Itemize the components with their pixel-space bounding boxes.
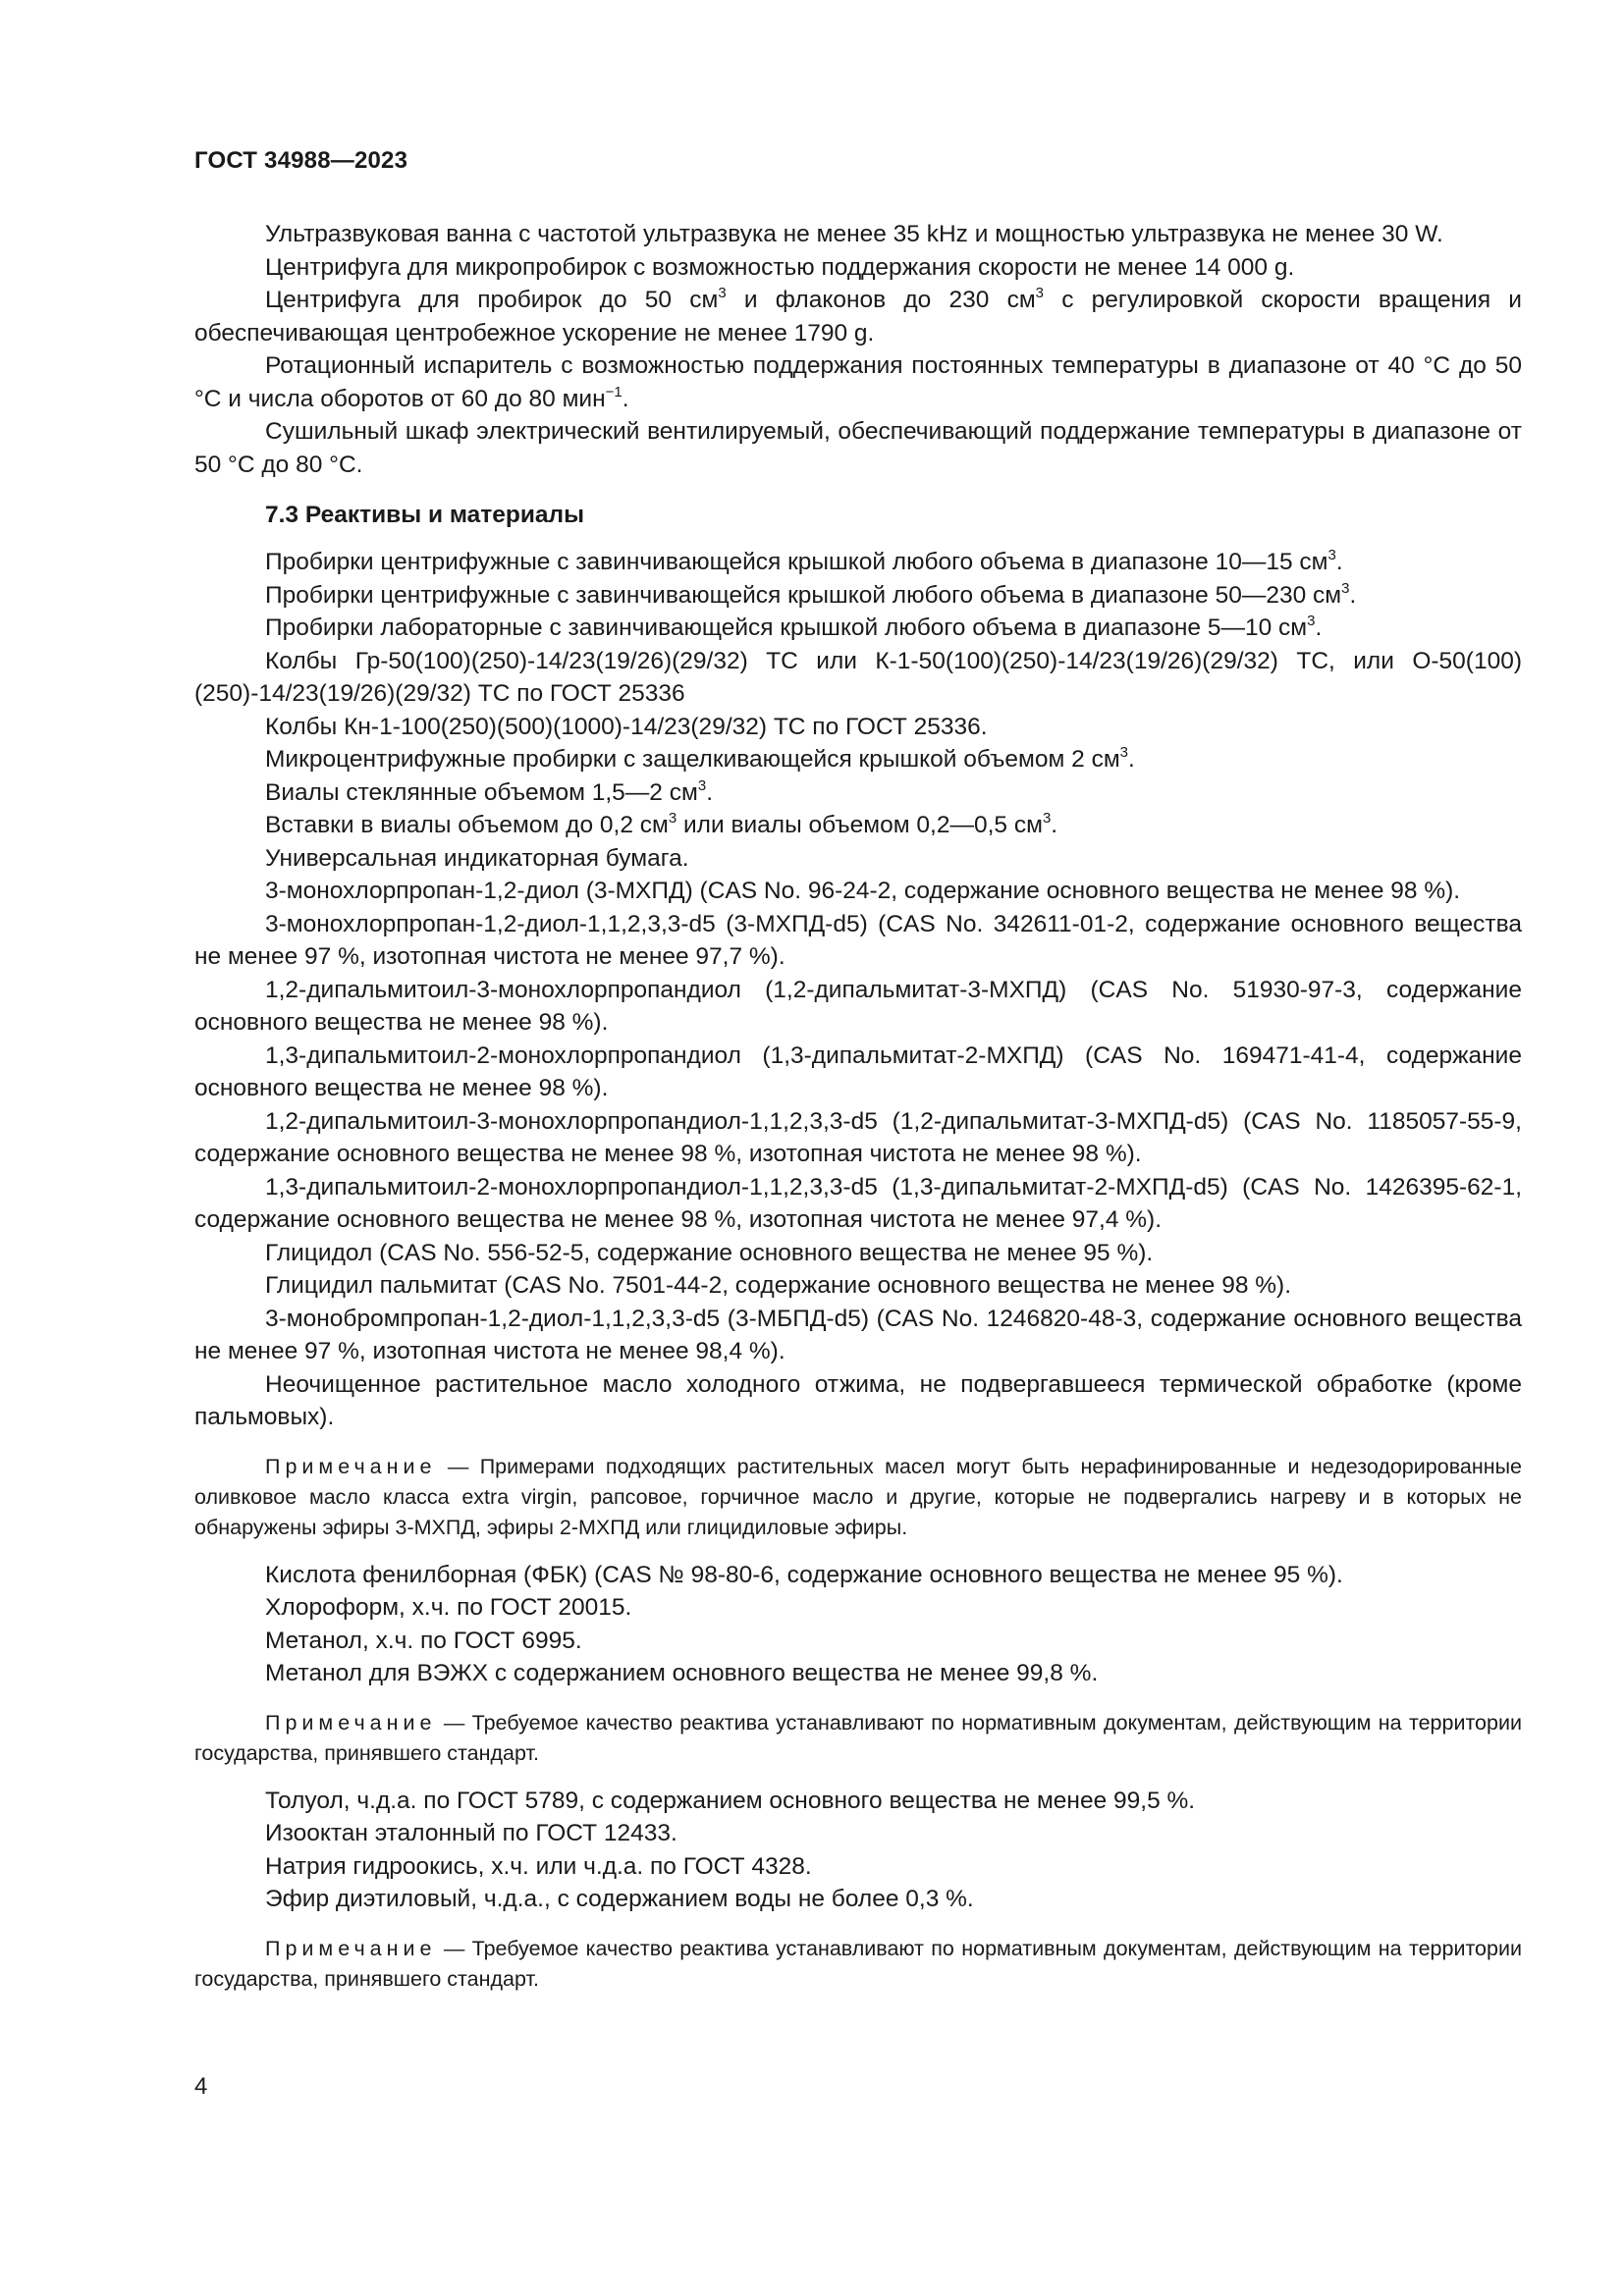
text-fragment: Ротационный испаритель с возможностью поддержания постоянных температуры в диапазоне от 40 °С до 50 °С и числа оборотов от 60 до 80 мин (194, 352, 1522, 412)
reagents-list (194, 546, 1522, 1434)
text-fragment: Ультразвуковая ванна с частотой ультразвука не менее 35 kHz и мощностью ультразвука не менее 30 W. (265, 221, 1443, 247)
text-fragment: Колбы Кн-1-100(250)(500)(1000)-14/23(29/32) ТС по ГОСТ 25336. (265, 713, 988, 740)
text-fragment: 1,3-дипальмитоил-2-монохлорпропандиол-1,1,2,3,3-d5 (1,3-дипальмитат-2-МХПД-d5) (CAS No. 1426395-62-1, содержание основного вещества не менее 98 %, изотопная чистота не менее 97,4 %). (194, 1173, 1522, 1233)
note-text: — Требуемое качество реактива устанавливают по нормативным документам, действующим на территории государства, принявшего стандарт. (194, 1710, 1522, 1765)
text-fragment: Центрифуга для микропробирок с возможностью поддержания скорости не менее 14 000 g. (265, 253, 1295, 281)
note-1 (194, 1452, 1522, 1543)
text-fragment: Кислота фенилборная (ФБК) (CAS № 98-80-6, содержание основного вещества не менее 95 %). (265, 1561, 1343, 1588)
note-3 (194, 1934, 1522, 1995)
list-item (194, 875, 1522, 908)
text-fragment: и флаконов до 230 см (726, 287, 1036, 313)
list-item (194, 1883, 1522, 1916)
list-item (194, 1850, 1522, 1884)
text-fragment: 3-монобромпропан-1,2-диол-1,1,2,3,3-d5 (3-МБПД-d5) (CAS No. 1246820-48-3, содержание основного вещества не менее 97 %, изотопная чистота не менее 98,4 %). (194, 1305, 1522, 1364)
text-fragment: . (622, 385, 629, 412)
text-fragment: . (1335, 549, 1343, 575)
note-label: Примечание (265, 1710, 437, 1735)
text-fragment: Метанол, х.ч. по ГОСТ 6995. (265, 1627, 582, 1654)
text-fragment: Колбы Гр-50(100)(250)-14/23(19/26)(29/32) ТС или К-1-50(100)(250)-14/23(19/26)(29/32) ТС, или О-50(100)(250)-14/23(19/26)(29/32) ТС по ГОСТ 25336 (194, 647, 1522, 707)
text-fragment: Эфир диэтиловый, ч.д.а., с содержанием воды не более 0,3 %. (265, 1886, 974, 1912)
text-fragment: Универсальная индикаторная бумага. (265, 844, 689, 872)
text-fragment: Натрия гидроокись, х.ч. или ч.д.а. по ГОСТ 4328. (265, 1852, 812, 1880)
list-item (194, 1303, 1522, 1368)
list-item (194, 743, 1522, 776)
text-fragment: . (1315, 614, 1323, 641)
text-fragment: . (1349, 581, 1357, 609)
superscript: 3 (1341, 579, 1350, 597)
list-item (194, 974, 1522, 1040)
reagents-list-3 (194, 1785, 1522, 1916)
text-fragment: или виалы объемом 0,2—0,5 см (677, 812, 1043, 838)
text-fragment: Пробирки центрифужные с завинчивающейся крышкой любого объема в диапазоне 10—15 см (265, 549, 1328, 575)
list-item (194, 1625, 1522, 1658)
list-item (194, 1368, 1522, 1434)
text-fragment: . (1128, 746, 1135, 773)
list-item (194, 776, 1522, 810)
text-fragment: Изооктан эталонный по ГОСТ 12433. (265, 1820, 677, 1846)
text-fragment: Метанол для ВЭЖХ с содержанием основного вещества не менее 99,8 %. (265, 1660, 1099, 1686)
list-item (194, 1237, 1522, 1270)
list-item (194, 1657, 1522, 1690)
list-item (194, 711, 1522, 744)
list-item (194, 579, 1522, 613)
note-2 (194, 1708, 1522, 1769)
list-item (194, 218, 1522, 251)
text-fragment: 3-монохлорпропан-1,2-диол-1,1,2,3,3-d5 (3-МХПД-d5) (CAS No. 342611-01-2, содержание основного вещества не менее 97 %, изотопная чистота не менее 97,7 %). (194, 910, 1522, 970)
list-item (194, 1171, 1522, 1237)
text-fragment: Толуол, ч.д.а. по ГОСТ 5789, с содержанием основного вещества не менее 99,5 %. (265, 1787, 1196, 1814)
list-item (194, 1591, 1522, 1625)
note-label: Примечание (265, 1454, 437, 1478)
text-fragment: Пробирки лабораторные с завинчивающейся крышкой любого объема в диапазоне 5—10 см (265, 614, 1308, 641)
reagents-list-2 (194, 1559, 1522, 1690)
text-fragment: Хлороформ, х.ч. по ГОСТ 20015. (265, 1594, 632, 1621)
list-item (194, 1105, 1522, 1171)
superscript: 3 (1035, 285, 1045, 301)
section-title: 7.3 Реактивы и материалы (265, 502, 585, 528)
text-fragment: 3-монохлорпропан-1,2-диол (3-МХПД) (CAS No. 96-24-2, содержание основного вещества не менее 98 %). (265, 878, 1461, 904)
list-item (194, 1269, 1522, 1303)
list-item (194, 251, 1522, 285)
superscript: 3 (718, 285, 727, 301)
list-item (194, 1559, 1522, 1592)
page-number: 4 (194, 2073, 208, 2100)
text-fragment: 1,3-дипальмитоил-2-монохлорпропандиол (1,3-дипальмитат-2-МХПД) (CAS No. 169471-41-4, содержание основного вещества не менее 98 %). (194, 1041, 1522, 1101)
list-item (194, 415, 1522, 481)
text-fragment: Неочищенное растительное масло холодного отжима, не подвергавшееся термической обработке (кроме пальмовых). (194, 1370, 1522, 1430)
equipment-list (194, 218, 1522, 481)
list-item (194, 842, 1522, 876)
superscript: 3 (697, 776, 707, 794)
list-item (194, 1040, 1522, 1105)
document-page (194, 147, 1522, 2010)
document-header: ГОСТ 34988—2023 (194, 147, 408, 174)
list-item (194, 546, 1522, 579)
list-item (194, 908, 1522, 974)
superscript: 3 (1042, 810, 1052, 827)
list-item (194, 1785, 1522, 1818)
text-fragment: Микроцентрифужные пробирки с защелкивающейся крышкой объемом 2 см (265, 746, 1120, 773)
text-fragment: Глицидил пальмитат (CAS No. 7501-44-2, содержание основного вещества не менее 98 %). (265, 1272, 1292, 1299)
note-text: — Требуемое качество реактива устанавливают по нормативным документам, действующим на территории государства, принявшего стандарт. (194, 1936, 1522, 1991)
superscript: 3 (1307, 613, 1316, 629)
list-item (194, 284, 1522, 349)
text-fragment: Сушильный шкаф электрический вентилируемый, обеспечивающий поддержание температуры в диапазоне от 50 °С до 80 °С. (194, 418, 1522, 478)
text-fragment: Вставки в виалы объемом до 0,2 см (265, 812, 669, 838)
list-item (194, 809, 1522, 842)
text-fragment: Глицидол (CAS No. 556-52-5, содержание основного вещества не менее 95 %). (265, 1239, 1154, 1266)
text-fragment: 1,2-дипальмитоил-3-монохлорпропандиол-1,1,2,3,3-d5 (1,2-дипальмитат-3-МХПД-d5) (CAS No. 1185057-55-9, содержание основного вещества не менее 98 %, изотопная чистота не менее 98 %). (194, 1107, 1522, 1167)
text-fragment: Виалы стеклянные объемом 1,5—2 см (265, 778, 698, 806)
list-item (194, 349, 1522, 415)
superscript: 3 (1119, 744, 1129, 761)
list-item (194, 612, 1522, 645)
note-text: — Примерами подходящих растительных масел могут быть нерафинированные и недезодорированные оливковое масло класса extra virgin, рапсовое, горчичное масло и другие, которые не подвергались нагреву и в которых не обнаружены эфиры 3-МХПД, эфиры 2-МХПД или глицидиловые эфиры. (194, 1454, 1522, 1539)
text-fragment: . (1051, 812, 1058, 838)
note-label: Примечание (265, 1936, 437, 1960)
text-fragment: 1,2-дипальмитоил-3-монохлорпропандиол (1,2-дипальмитат-3-МХПД) (CAS No. 51930-97-3, содержание основного вещества не менее 98 %). (194, 976, 1522, 1036)
text-fragment: с регулировкой скорости вращения и обеспечивающая центробежное ускорение не менее 1790 g. (194, 287, 1522, 347)
text-fragment: . (706, 778, 713, 806)
list-item (194, 1817, 1522, 1850)
text-fragment: Центрифуга для пробирок до 50 см (265, 287, 719, 313)
superscript: −1 (605, 383, 623, 400)
list-item (194, 645, 1522, 711)
superscript: 3 (668, 810, 677, 827)
superscript: 3 (1327, 547, 1336, 563)
text-fragment: Пробирки центрифужные с завинчивающейся крышкой любого объема в диапазоне 50—230 см (265, 581, 1342, 609)
